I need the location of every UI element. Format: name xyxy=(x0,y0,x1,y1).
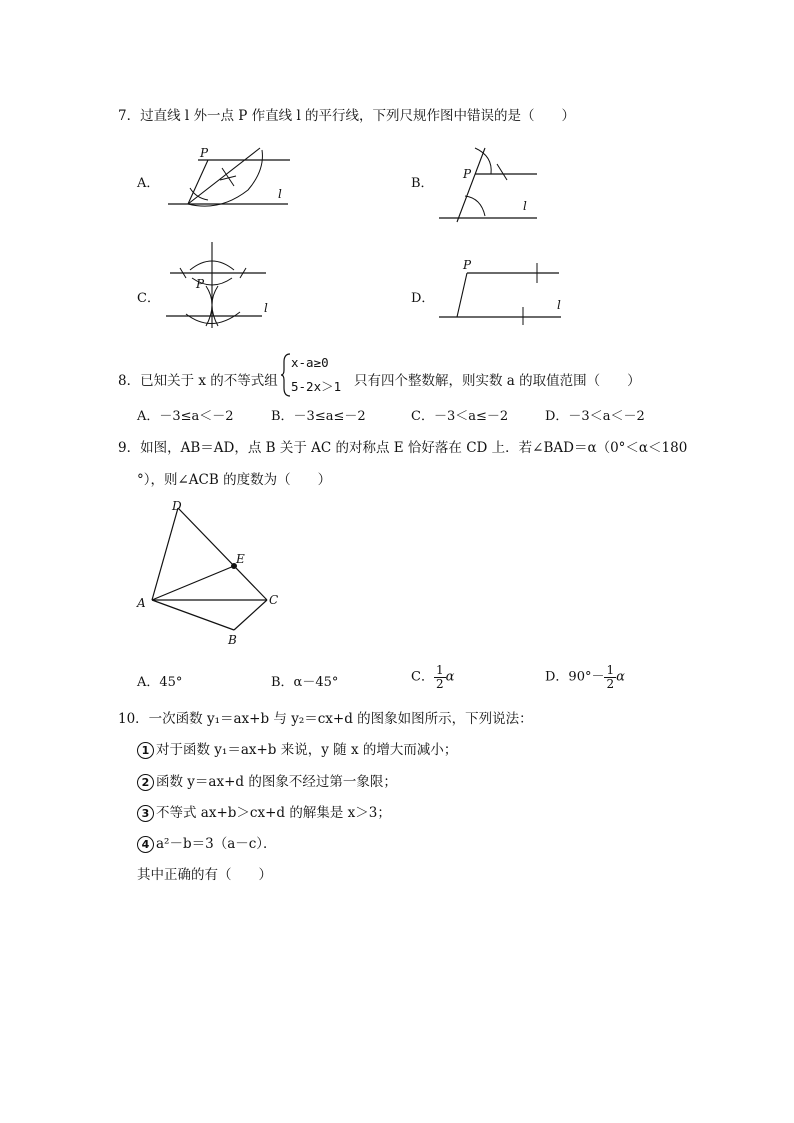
q7c-line-l-label: l xyxy=(264,301,268,315)
q7-option-d-label: D． xyxy=(411,291,435,306)
q9-point-c-label: C xyxy=(269,593,279,607)
q9-option-d-variable: α xyxy=(616,669,625,685)
q8-option-b: B．－3≤a≤－2 xyxy=(271,409,366,424)
q9-option-c-fraction xyxy=(434,664,446,690)
q8-stem-suffix: 只有四个整数解，则实数 a 的取值范围（ ） xyxy=(354,373,641,389)
q7c-point-p-label: P xyxy=(196,277,205,291)
q10-statement-3-text: 不等式 ax+b＞cx+d 的解集是 x＞3； xyxy=(156,805,391,821)
q7-stem: 7．过直线 l 外一点 P 作直线 l 的平行线，下列尺规作图中错误的是（ ） xyxy=(118,108,576,124)
q9-option-b: B．α－45° xyxy=(271,675,339,690)
q8-inequality-1: x-a≥0 xyxy=(291,355,329,370)
q10-statement-4 xyxy=(137,832,277,853)
q8-option-d: D．－3＜a＜－2 xyxy=(545,409,645,424)
q10-statement-1-text: 对于函数 y₁＝ax+b 来说，y 随 x 的增大而减小； xyxy=(156,742,458,758)
q8-option-a: A．－3≤a＜－2 xyxy=(137,409,234,424)
q7-figure-d xyxy=(435,255,565,325)
q9-point-e-label: E xyxy=(236,552,245,566)
q10-statement-2 xyxy=(137,770,397,791)
q9-point-b-label: B xyxy=(228,633,237,647)
q9-option-d-fraction xyxy=(604,664,616,690)
q7a-point-p-label: P xyxy=(200,146,209,160)
q7d-point-p-label: P xyxy=(463,258,472,272)
q7-option-c-label: C． xyxy=(137,291,160,306)
q9-option-c-numerator: 1 xyxy=(435,663,444,677)
q9-option-c-variable: α xyxy=(445,669,455,685)
q9-option-c xyxy=(411,664,454,690)
q8-inequality-2: 5-2x＞1 xyxy=(291,379,342,394)
q9-option-a: A．45° xyxy=(137,675,183,690)
q7-figure-c xyxy=(160,240,280,330)
q8-option-c: C．－3＜a≤－2 xyxy=(411,409,509,424)
q7-option-a-label: A． xyxy=(137,176,160,191)
q9-point-d-label: D xyxy=(172,499,182,513)
q7-figure-b xyxy=(435,140,545,225)
q10-statement-1-number-icon: 1 xyxy=(137,742,154,759)
q10-closing: 其中正确的有（ ） xyxy=(137,867,272,883)
q9-option-d xyxy=(545,664,625,690)
q7b-point-p-label: P xyxy=(463,167,472,181)
q9-option-d-denominator: 2 xyxy=(606,676,615,691)
q10-statement-3-number-icon: 3 xyxy=(137,805,154,822)
q10-statement-4-text: a²－b＝3（a－c）． xyxy=(156,836,277,852)
q7-option-b-label: B． xyxy=(411,176,434,191)
q7d-line-l-label: l xyxy=(557,298,561,312)
q7a-line-l-label: l xyxy=(278,187,282,201)
q7-figure-a xyxy=(160,140,300,220)
q10-stem: 10．一次函数 y₁＝ax+b 与 y₂＝cx+d 的图象如图所示，下列说法： xyxy=(118,711,533,727)
q9-option-d-prefix: D．90°－ xyxy=(545,669,605,685)
q10-statement-1 xyxy=(137,738,457,759)
q9-stem-line-2: °），则∠ACB 的度数为（ ） xyxy=(137,472,332,488)
q9-figure xyxy=(132,495,292,655)
q10-statement-3 xyxy=(137,801,391,822)
q10-statement-4-number-icon: 4 xyxy=(137,836,154,853)
q8-stem-prefix: 8．已知关于 x 的不等式组 xyxy=(118,373,278,389)
q9-option-d-numerator: 1 xyxy=(606,663,615,677)
q9-point-a-label: A xyxy=(137,596,146,610)
q9-stem-line-1: 9．如图，AB＝AD，点 B 关于 AC 的对称点 E 恰好落在 CD 上．若∠BAD＝α（0°＜α＜180 xyxy=(118,440,688,456)
q9-option-c-prefix: C． xyxy=(411,669,434,685)
q7b-line-l-label: l xyxy=(523,199,527,213)
q9-option-c-denominator: 2 xyxy=(435,676,444,691)
q10-statement-2-number-icon: 2 xyxy=(137,774,154,791)
q10-statement-2-text: 函数 y＝ax+d 的图象不经过第一象限； xyxy=(156,774,397,790)
